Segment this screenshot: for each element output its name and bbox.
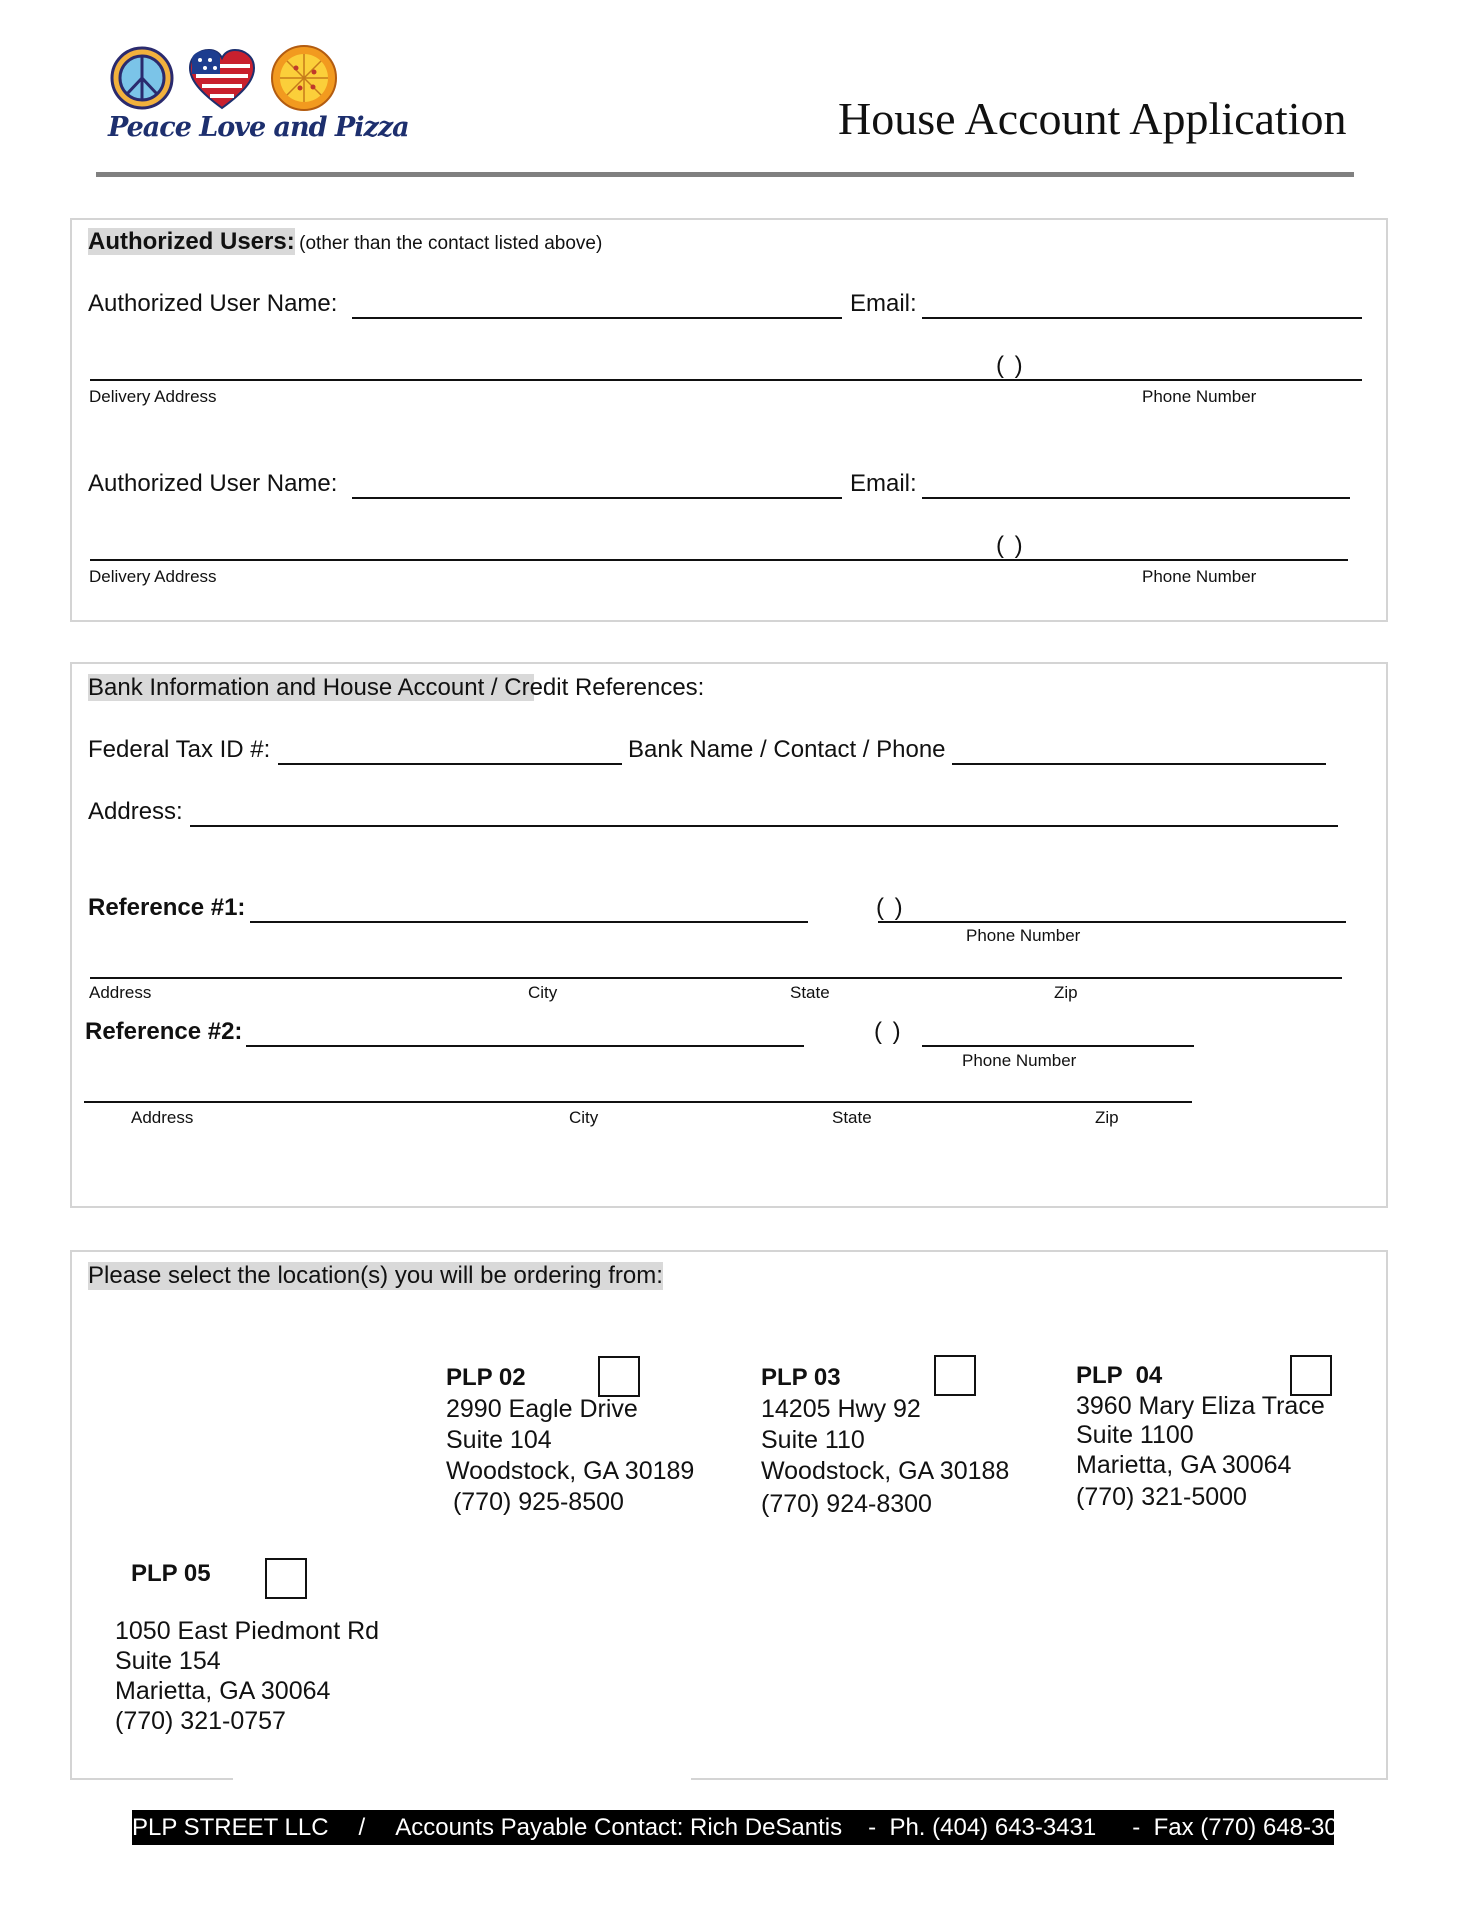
user2-phone-label: Phone Number <box>1142 567 1257 586</box>
reference1-name-field[interactable] <box>250 921 808 923</box>
user2-delivery-address-field[interactable] <box>90 559 1348 561</box>
location-plp02-phone: (770) 925-8500 <box>446 1488 624 1516</box>
bank-heading <box>88 674 704 702</box>
user1-name-field[interactable] <box>352 317 842 319</box>
tax-id-field[interactable] <box>278 763 622 765</box>
location-plp03-name: PLP 03 <box>761 1364 841 1391</box>
reference1-phone-field[interactable] <box>878 921 1346 923</box>
authorized-users-subheading: (other than the contact listed above) <box>299 233 603 254</box>
user2-name-label: Authorized User Name: <box>88 470 338 497</box>
reference1-label: Reference #1: <box>88 894 246 921</box>
location-plp04-phone: (770) 321-5000 <box>1076 1483 1247 1511</box>
location-plp05-city: Marietta, GA 30064 <box>115 1677 331 1705</box>
footer-contact-bar <box>132 1810 1365 1845</box>
user1-name-label: Authorized User Name: <box>88 290 338 317</box>
location-plp02-city: Woodstock, GA 30189 <box>446 1457 695 1485</box>
page-title: House Account Application <box>838 93 1347 144</box>
location-plp05-name: PLP 05 <box>131 1560 211 1587</box>
location-plp03-phone: (770) 924-8300 <box>761 1490 932 1518</box>
location-plp04-checkbox[interactable] <box>1290 1355 1332 1396</box>
location-plp03-checkbox[interactable] <box>934 1355 976 1396</box>
reference2-phone-label: Phone Number <box>962 1051 1077 1070</box>
footer-company: PLP STREET LLC <box>132 1814 329 1841</box>
reference2-address-col: Address <box>131 1108 194 1127</box>
location-plp04-city: Marietta, GA 30064 <box>1076 1451 1292 1479</box>
reference1-zip-col: Zip <box>1054 983 1078 1002</box>
authorized-users-section <box>70 218 1388 622</box>
reference2-state-col: State <box>832 1108 872 1127</box>
reference2-phone-field[interactable] <box>922 1045 1194 1047</box>
reference2-zip-col: Zip <box>1095 1108 1119 1127</box>
user1-delivery-address-field[interactable] <box>90 379 1362 381</box>
reference1-city-col: City <box>528 983 558 1002</box>
peace-sign-icon <box>112 48 172 108</box>
reference1-address-col: Address <box>89 983 152 1002</box>
location-plp05-address2: Suite 154 <box>115 1647 221 1675</box>
pizza-icon <box>272 46 336 110</box>
location-plp02-address2: Suite 104 <box>446 1426 552 1454</box>
user2-phone-parens: ( ) <box>996 532 1025 559</box>
location-plp04-address1: 3960 Mary Eliza Trace <box>1076 1392 1325 1420</box>
location-plp02-name: PLP 02 <box>446 1364 526 1391</box>
reference1-phone-label: Phone Number <box>966 926 1081 945</box>
user2-email-field[interactable] <box>922 497 1350 499</box>
authorized-users-heading-row <box>88 228 602 256</box>
user2-delivery-address-label: Delivery Address <box>89 567 217 586</box>
authorized-users-heading: Authorized Users: <box>88 228 295 255</box>
location-plp04-address2: Suite 1100 <box>1076 1421 1194 1449</box>
reference1-address-field[interactable] <box>90 977 1342 979</box>
user1-phone-parens: ( ) <box>996 352 1025 379</box>
location-plp03-address2: Suite 110 <box>761 1426 865 1454</box>
bank-address-label: Address: <box>88 798 183 825</box>
user2-email-label: Email: <box>850 470 917 497</box>
reference1-state-col: State <box>790 983 830 1002</box>
user2-name-field[interactable] <box>352 497 842 499</box>
reference2-address-field[interactable] <box>84 1101 1192 1103</box>
location-plp04-name: PLP 04 <box>1076 1362 1163 1389</box>
bank-contact-label: Bank Name / Contact / Phone <box>628 736 946 763</box>
tax-id-label: Federal Tax ID #: <box>88 736 271 763</box>
user1-email-label: Email: <box>850 290 917 317</box>
footer-separator: / <box>358 1814 366 1841</box>
location-plp05-address1: 1050 East Piedmont Rd <box>115 1617 380 1645</box>
reference2-label: Reference #2: <box>85 1018 243 1045</box>
reference1-phone-parens: ( ) <box>876 894 905 921</box>
locations-heading: Please select the location(s) you will be ordering from: <box>88 1262 663 1289</box>
location-plp03-address1: 14205 Hwy 92 <box>761 1395 921 1423</box>
footer-phone: - Ph. (404) 643-3431 <box>868 1814 1097 1841</box>
location-plp05-checkbox[interactable] <box>265 1558 307 1599</box>
location-plp02-checkbox[interactable] <box>598 1356 640 1397</box>
user1-delivery-address-label: Delivery Address <box>89 387 217 406</box>
header-divider <box>96 172 1354 177</box>
location-plp05-phone: (770) 321-0757 <box>115 1707 286 1735</box>
location-plp02-address1: 2990 Eagle Drive <box>446 1395 638 1423</box>
bank-heading-text: Bank Information and House Account / Credit References: <box>88 674 705 701</box>
american-flag-heart-icon <box>190 50 254 108</box>
section-border-gap <box>233 1770 691 1780</box>
location-plp03-city: Woodstock, GA 30188 <box>761 1457 1010 1485</box>
reference2-city-col: City <box>569 1108 599 1127</box>
reference2-phone-parens: ( ) <box>874 1018 903 1045</box>
bank-contact-field[interactable] <box>952 763 1326 765</box>
logo-text: Peace Love and Pizza <box>108 112 409 143</box>
user1-phone-label: Phone Number <box>1142 387 1257 406</box>
reference2-name-field[interactable] <box>246 1045 804 1047</box>
footer-fax: - Fax (770) 648-3097 <box>1132 1814 1365 1841</box>
bank-address-field[interactable] <box>190 825 1338 827</box>
user1-email-field[interactable] <box>922 317 1362 319</box>
footer-contact: Accounts Payable Contact: Rich DeSantis <box>395 1814 843 1841</box>
